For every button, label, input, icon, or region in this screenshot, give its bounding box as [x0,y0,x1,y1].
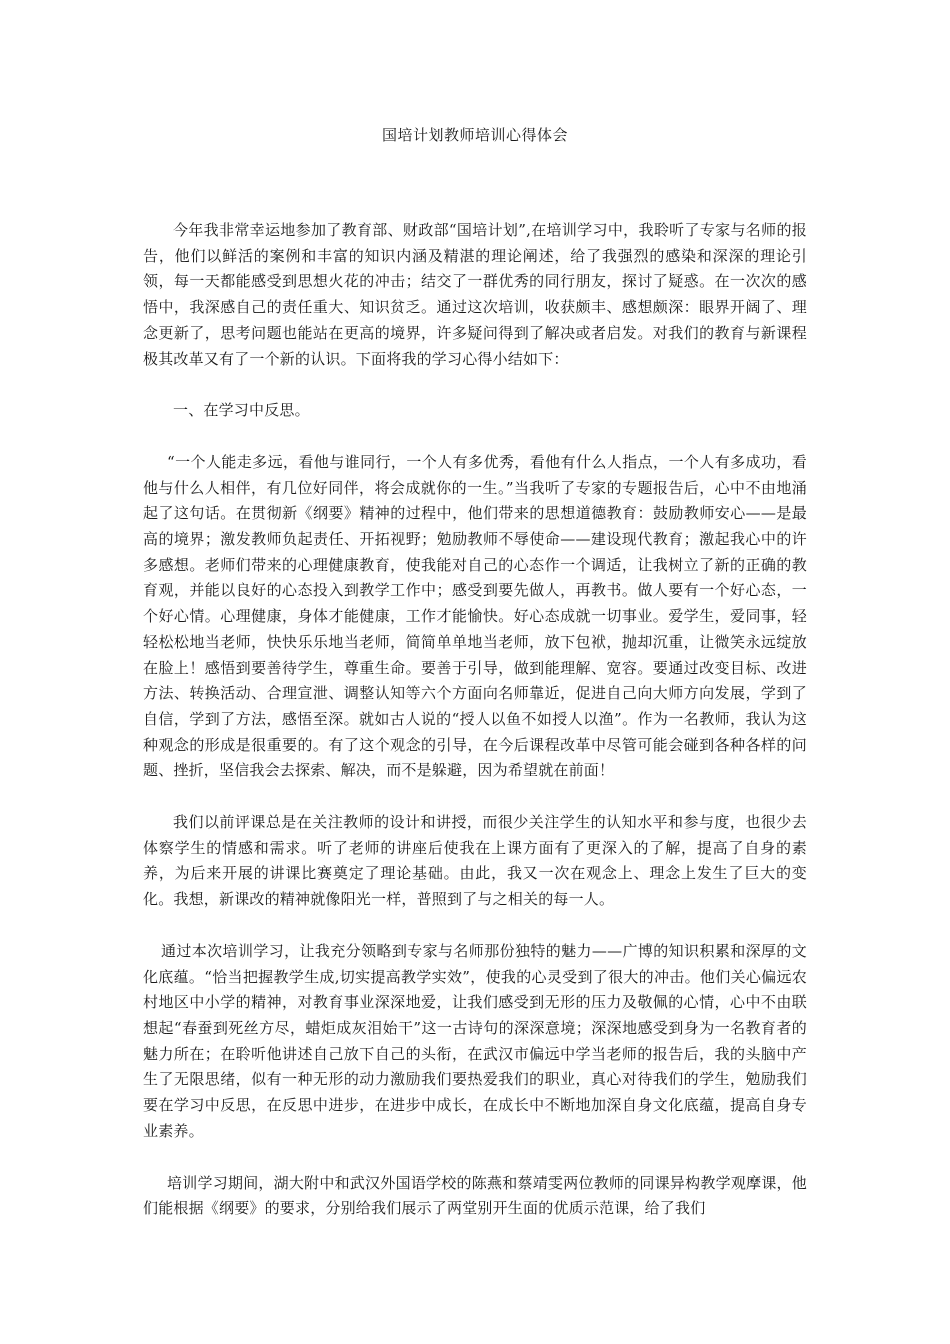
document-body [143,218,807,1222]
paragraph-intro: 今年我非常幸运地参加了教育部、财政部“国培计划”,在培训学习中，我聆听了专家与名师的报告，他们以鲜活的案例和丰富的知识内涵及精湛的理论阐述，给了我强烈的感染和深深的理论引领，每一天都能感受到思想火花的冲击；结交了一群优秀的同行朋友，探讨了疑惑。在一次次的感悟中，我深感自己的责任重大、知识贫乏。通过这次培训，收获颇丰、感想颇深：眼界开阔了、理念更新了，思考问题也能站在更高的境界，许多疑问得到了解决或者启发。对我们的教育与新课程极其改革又有了一个新的认识。下面将我的学习心得小结如下： [143,221,807,368]
paragraph-companions-quote: “一个人能走多远，看他与谁同行，一个人有多优秀，看他有什么人指点，一个人有多成功，看他与什么人相伴，有几位好同伴，将会成就你的一生。”当我听了专家的专题报告后，心中不由地涌起了这句话。在贯彻新《纲要》精神的过程中，他们带来的思想道德教育：鼓励教师安心——是最高的境界；激发教师负起责任、开拓视野；勉励教师不辱使命——建设现代教育；激起我心中的许多感想。老师们带来的心理健康教育，使我能对自己的心态作一个调适，让我树立了新的正确的教育观，并能以良好的心态投入到教学工作中；感受到要先做人，再教书。做人要有一个好心态，一个好心情。心理健康，身体才能健康，工作才能愉快。好心态成就一切事业。爱学生，爱同事，轻轻松松地当老师，快快乐乐地当老师，简简单单地当老师，放下包袱，抛却沉重，让微笑永远绽放在脸上！感悟到要善待学生，尊重生命。要善于引导，做到能理解、宽容。要通过改变目标、改进方法、转换活动、合理宣泄、调整认知等六个方面向名师靠近，促进自己向大师方向发展，学到了自信，学到了方法，感悟至深。就如古人说的“授人以鱼不如授人以渔”。作为一名教师，我认为这种观念的形成是很重要的。有了这个观念的引导，在今后课程改革中尽管可能会碰到各种各样的问题、挫折，坚信我会去探索、解决，而不是躲避，因为希望就在前面！ [143,452,807,780]
document-title: 国培计划教师培训心得体会 [381,126,568,144]
paragraph-expert-charm: 通过本次培训学习，让我充分领略到专家与名师那份独特的魅力——广博的知识积累和深厚的文化底蕴。“恰当把握教学生成,切实提高教学实效”，使我的心灵受到了很大的冲击。他们关心偏远农村地区中小学的精神，对教育事业深深地爱，让我们感受到无形的压力及敬佩的心情，心中不由联想起“春蚕到死丝方尽，蜡炬成灰泪始干”这一古诗句的深深意境；深深地感受到身为一名教育者的魅力所在；在聆听他讲述自己放下自己的头衔，在武汉市偏远中学当老师的报告后，我的头脑中产生了无限思绪，似有一种无形的动力激励我们要热爱我们的职业，真心对待我们的学生，勉励我们要在学习中反思，在反思中进步，在进步中成长，在成长中不断地加深自身文化底蕴，提高自身专业素养。 [143,941,807,1140]
paragraph-demo-lessons: 培训学习期间，湖大附中和武汉外国语学校的陈燕和蔡靖雯两位教师的同课异构教学观摩课，他们能根据《纲要》的要求，分别给我们展示了两堂别开生面的优质示范课，给了我们 [143,1173,807,1218]
paragraph-lesson-evaluation: 我们以前评课总是在关注教师的设计和讲授，而很少关注学生的认知水平和参与度，也很少去体察学生的情感和需求。听了老师的讲座后使我在上课方面有了更深入的了解，提高了自身的素养，为后来开展的讲课比赛奠定了理论基础。由此，我又一次在观念上、理念上发生了巨大的变化。我想，新课改的精神就像阳光一样，普照到了与之相关的每一人。 [143,813,807,909]
section-heading-reflection: 一、在学习中反思。 [173,401,310,420]
